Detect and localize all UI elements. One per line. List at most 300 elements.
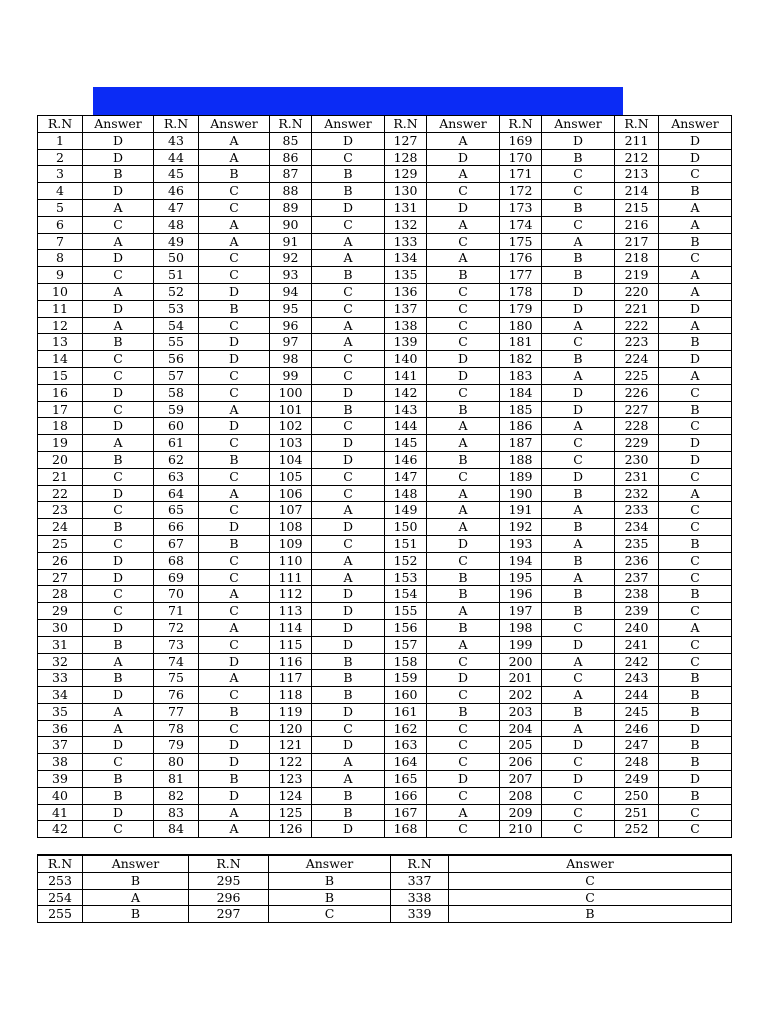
question-number-cell: 236	[615, 552, 659, 569]
question-number-cell: 166	[385, 787, 427, 804]
question-number-cell: 222	[615, 317, 659, 334]
question-number-cell: 126	[270, 821, 312, 838]
answer-cell: B	[659, 233, 732, 250]
question-number-cell: 122	[270, 754, 312, 771]
answer-cell: A	[659, 317, 732, 334]
question-number-cell: 17	[38, 401, 83, 418]
answer-cell: A	[199, 149, 270, 166]
table-row	[38, 166, 732, 183]
question-number-cell: 183	[500, 367, 542, 384]
question-number-cell: 230	[615, 451, 659, 468]
answer-cell: A	[312, 754, 385, 771]
answer-cell: B	[199, 535, 270, 552]
answer-cell: C	[83, 468, 154, 485]
answer-cell: C	[83, 267, 154, 284]
answer-cell: B	[83, 906, 189, 923]
column-header-rn: R.N	[500, 116, 542, 133]
question-number-cell: 171	[500, 166, 542, 183]
answer-cell: C	[659, 636, 732, 653]
question-number-cell: 212	[615, 149, 659, 166]
answer-cell: B	[83, 451, 154, 468]
answer-cell: D	[199, 737, 270, 754]
answer-cell: A	[312, 250, 385, 267]
table-row	[38, 199, 732, 216]
answer-cell: D	[427, 367, 500, 384]
answer-cell: C	[659, 821, 732, 838]
answer-cell: D	[312, 619, 385, 636]
answer-cell: A	[199, 586, 270, 603]
question-number-cell: 157	[385, 636, 427, 653]
question-number-cell: 153	[385, 569, 427, 586]
question-number-cell: 199	[500, 636, 542, 653]
question-number-cell: 136	[385, 283, 427, 300]
question-number-cell: 52	[154, 283, 199, 300]
answer-cell: C	[427, 317, 500, 334]
answer-cell: B	[312, 787, 385, 804]
answer-cell: A	[659, 485, 732, 502]
question-number-cell: 21	[38, 468, 83, 485]
question-number-cell: 239	[615, 603, 659, 620]
question-number-cell: 200	[500, 653, 542, 670]
question-number-cell: 241	[615, 636, 659, 653]
table-row	[38, 771, 732, 788]
table-row	[38, 300, 732, 317]
question-number-cell: 11	[38, 300, 83, 317]
table-row	[38, 401, 732, 418]
question-number-cell: 141	[385, 367, 427, 384]
table-row	[38, 636, 732, 653]
answer-cell: B	[312, 670, 385, 687]
question-number-cell: 73	[154, 636, 199, 653]
answer-cell: D	[83, 132, 154, 149]
question-number-cell: 74	[154, 653, 199, 670]
answer-cell: B	[427, 451, 500, 468]
answer-cell: C	[83, 401, 154, 418]
answer-cell: D	[312, 586, 385, 603]
answer-cell: D	[312, 435, 385, 452]
question-number-cell: 79	[154, 737, 199, 754]
answer-cell: C	[449, 889, 732, 906]
answer-cell: A	[427, 250, 500, 267]
answer-cell: B	[542, 199, 615, 216]
question-number-cell: 45	[154, 166, 199, 183]
answer-cell: B	[199, 300, 270, 317]
question-number-cell: 187	[500, 435, 542, 452]
answer-cell: B	[659, 183, 732, 200]
answer-cell: C	[199, 384, 270, 401]
table-row	[38, 183, 732, 200]
answer-cell: A	[83, 317, 154, 334]
answer-cell: A	[659, 216, 732, 233]
answer-cell: A	[199, 233, 270, 250]
question-number-cell: 178	[500, 283, 542, 300]
question-number-cell: 247	[615, 737, 659, 754]
answer-cell: C	[427, 552, 500, 569]
question-number-cell: 213	[615, 166, 659, 183]
table-row	[38, 367, 732, 384]
question-number-cell: 97	[270, 334, 312, 351]
answer-cell: A	[427, 132, 500, 149]
answer-cell: D	[659, 451, 732, 468]
question-number-cell: 81	[154, 771, 199, 788]
question-number-cell: 219	[615, 267, 659, 284]
answer-cell: B	[427, 569, 500, 586]
answer-cell: C	[427, 720, 500, 737]
answer-cell: C	[427, 183, 500, 200]
question-number-cell: 229	[615, 435, 659, 452]
answer-cell: A	[427, 216, 500, 233]
question-number-cell: 124	[270, 787, 312, 804]
answer-cell: C	[659, 552, 732, 569]
answer-cell: C	[83, 535, 154, 552]
question-number-cell: 181	[500, 334, 542, 351]
question-number-cell: 46	[154, 183, 199, 200]
question-number-cell: 47	[154, 199, 199, 216]
answer-cell: D	[312, 703, 385, 720]
question-number-cell: 245	[615, 703, 659, 720]
answer-cell: B	[83, 787, 154, 804]
question-number-cell: 238	[615, 586, 659, 603]
question-number-cell: 32	[38, 653, 83, 670]
answer-cell: C	[312, 216, 385, 233]
question-number-cell: 150	[385, 519, 427, 536]
column-header-rn: R.N	[38, 116, 83, 133]
question-number-cell: 186	[500, 418, 542, 435]
question-number-cell: 48	[154, 216, 199, 233]
answer-cell: D	[199, 519, 270, 536]
question-number-cell: 237	[615, 569, 659, 586]
answer-cell: C	[83, 603, 154, 620]
answer-cell: B	[542, 519, 615, 536]
question-number-cell: 78	[154, 720, 199, 737]
answer-cell: C	[427, 334, 500, 351]
question-number-cell: 175	[500, 233, 542, 250]
answer-cell: C	[542, 334, 615, 351]
answer-cell: D	[312, 603, 385, 620]
question-number-cell: 224	[615, 351, 659, 368]
question-number-cell: 120	[270, 720, 312, 737]
answer-cell: D	[83, 418, 154, 435]
answer-cell: C	[312, 468, 385, 485]
question-number-cell: 108	[270, 519, 312, 536]
answer-cell: A	[427, 502, 500, 519]
answer-cell: C	[427, 787, 500, 804]
question-number-cell: 205	[500, 737, 542, 754]
answer-cell: A	[199, 619, 270, 636]
question-number-cell: 174	[500, 216, 542, 233]
table-row	[38, 535, 732, 552]
question-number-cell: 121	[270, 737, 312, 754]
answer-cell: C	[312, 283, 385, 300]
answer-cell: B	[83, 636, 154, 653]
question-number-cell: 152	[385, 552, 427, 569]
answer-cell: A	[542, 687, 615, 704]
answer-cell: C	[83, 216, 154, 233]
question-number-cell: 7	[38, 233, 83, 250]
question-number-cell: 105	[270, 468, 312, 485]
answer-cell: B	[542, 703, 615, 720]
table-row	[38, 720, 732, 737]
answer-cell: D	[659, 300, 732, 317]
question-number-cell: 20	[38, 451, 83, 468]
answer-cell: B	[659, 586, 732, 603]
table-row	[38, 906, 732, 923]
question-number-cell: 55	[154, 334, 199, 351]
question-number-cell: 96	[270, 317, 312, 334]
answer-cell: D	[427, 771, 500, 788]
answer-cell: B	[427, 401, 500, 418]
question-number-cell: 125	[270, 804, 312, 821]
answer-cell: C	[542, 804, 615, 821]
answer-cell: C	[542, 183, 615, 200]
question-number-cell: 84	[154, 821, 199, 838]
question-number-cell: 296	[189, 889, 269, 906]
answer-cell: B	[312, 401, 385, 418]
question-number-cell: 211	[615, 132, 659, 149]
table-row	[38, 586, 732, 603]
question-number-cell: 210	[500, 821, 542, 838]
question-number-cell: 123	[270, 771, 312, 788]
answer-cell: D	[199, 418, 270, 435]
answer-cell: C	[312, 535, 385, 552]
question-number-cell: 189	[500, 468, 542, 485]
question-number-cell: 132	[385, 216, 427, 233]
question-number-cell: 209	[500, 804, 542, 821]
question-number-cell: 147	[385, 468, 427, 485]
question-number-cell: 234	[615, 519, 659, 536]
answer-cell: C	[199, 317, 270, 334]
question-number-cell: 118	[270, 687, 312, 704]
answer-cell: D	[427, 199, 500, 216]
answer-cell: B	[449, 906, 732, 923]
question-number-cell: 339	[391, 906, 449, 923]
question-number-cell: 119	[270, 703, 312, 720]
answer-cell: C	[199, 720, 270, 737]
answer-cell: C	[659, 519, 732, 536]
answer-cell: D	[312, 199, 385, 216]
answer-cell: D	[83, 804, 154, 821]
question-number-cell: 255	[38, 906, 83, 923]
table-row	[38, 787, 732, 804]
answer-cell: A	[312, 233, 385, 250]
table-row	[38, 569, 732, 586]
answer-cell: C	[199, 502, 270, 519]
column-header-answer: Answer	[269, 855, 391, 872]
answer-cell: C	[427, 653, 500, 670]
question-number-cell: 100	[270, 384, 312, 401]
answer-cell: A	[659, 283, 732, 300]
answer-cell: D	[312, 451, 385, 468]
answer-cell: C	[427, 737, 500, 754]
question-number-cell: 83	[154, 804, 199, 821]
question-number-cell: 151	[385, 535, 427, 552]
answer-cell: C	[427, 687, 500, 704]
answer-cell: D	[312, 821, 385, 838]
answer-cell: B	[659, 334, 732, 351]
question-number-cell: 51	[154, 267, 199, 284]
answer-cell: D	[542, 132, 615, 149]
answer-cell: C	[542, 216, 615, 233]
table-header-row	[38, 116, 732, 133]
answer-cell: C	[542, 619, 615, 636]
answer-cell: A	[83, 653, 154, 670]
table-row	[38, 485, 732, 502]
question-number-cell: 169	[500, 132, 542, 149]
table-row	[38, 552, 732, 569]
question-number-cell: 143	[385, 401, 427, 418]
question-number-cell: 6	[38, 216, 83, 233]
answer-cell: A	[659, 619, 732, 636]
table-row	[38, 451, 732, 468]
answer-cell: C	[427, 384, 500, 401]
column-header-answer: Answer	[542, 116, 615, 133]
question-number-cell: 112	[270, 586, 312, 603]
question-number-cell: 179	[500, 300, 542, 317]
question-number-cell: 226	[615, 384, 659, 401]
question-number-cell: 80	[154, 754, 199, 771]
answer-cell: A	[427, 485, 500, 502]
answer-cell: B	[427, 619, 500, 636]
question-number-cell: 184	[500, 384, 542, 401]
question-number-cell: 71	[154, 603, 199, 620]
question-number-cell: 42	[38, 821, 83, 838]
question-number-cell: 188	[500, 451, 542, 468]
question-number-cell: 127	[385, 132, 427, 149]
answer-cell: D	[659, 771, 732, 788]
question-number-cell: 30	[38, 619, 83, 636]
answer-cell: C	[542, 754, 615, 771]
answer-cell: C	[199, 367, 270, 384]
question-number-cell: 253	[38, 872, 83, 889]
question-number-cell: 158	[385, 653, 427, 670]
question-number-cell: 56	[154, 351, 199, 368]
question-number-cell: 104	[270, 451, 312, 468]
answer-cell: D	[542, 401, 615, 418]
table-row	[38, 283, 732, 300]
answer-cell: B	[542, 267, 615, 284]
table-row	[38, 233, 732, 250]
column-header-rn: R.N	[385, 116, 427, 133]
question-number-cell: 338	[391, 889, 449, 906]
question-number-cell: 13	[38, 334, 83, 351]
answer-cell: C	[83, 821, 154, 838]
answer-cell: A	[199, 485, 270, 502]
table-row	[38, 603, 732, 620]
question-number-cell: 337	[391, 872, 449, 889]
question-number-cell: 246	[615, 720, 659, 737]
question-number-cell: 195	[500, 569, 542, 586]
question-number-cell: 59	[154, 401, 199, 418]
answer-cell: B	[542, 552, 615, 569]
question-number-cell: 103	[270, 435, 312, 452]
answer-cell: D	[542, 468, 615, 485]
answer-cell: D	[542, 283, 615, 300]
question-number-cell: 1	[38, 132, 83, 149]
column-header-answer: Answer	[83, 855, 189, 872]
answer-cell: C	[83, 367, 154, 384]
question-number-cell: 221	[615, 300, 659, 317]
answer-cell: D	[542, 737, 615, 754]
answer-cell: D	[542, 300, 615, 317]
question-number-cell: 176	[500, 250, 542, 267]
column-header-answer: Answer	[199, 116, 270, 133]
table-row	[38, 216, 732, 233]
answer-cell: A	[199, 804, 270, 821]
column-header-rn: R.N	[38, 855, 83, 872]
answer-cell: C	[312, 485, 385, 502]
answer-cell: D	[83, 149, 154, 166]
answer-cell: B	[542, 149, 615, 166]
question-number-cell: 232	[615, 485, 659, 502]
question-number-cell: 146	[385, 451, 427, 468]
answer-cell: B	[83, 771, 154, 788]
question-number-cell: 57	[154, 367, 199, 384]
answer-cell: D	[199, 754, 270, 771]
question-number-cell: 91	[270, 233, 312, 250]
answer-cell: D	[312, 384, 385, 401]
question-number-cell: 196	[500, 586, 542, 603]
question-number-cell: 235	[615, 535, 659, 552]
question-number-cell: 38	[38, 754, 83, 771]
question-number-cell: 82	[154, 787, 199, 804]
answer-cell: D	[83, 183, 154, 200]
question-number-cell: 16	[38, 384, 83, 401]
question-number-cell: 2	[38, 149, 83, 166]
answer-cell: A	[83, 199, 154, 216]
question-number-cell: 113	[270, 603, 312, 620]
question-number-cell: 163	[385, 737, 427, 754]
table-row	[38, 351, 732, 368]
answer-cell: B	[659, 754, 732, 771]
question-number-cell: 58	[154, 384, 199, 401]
question-number-cell: 72	[154, 619, 199, 636]
question-number-cell: 37	[38, 737, 83, 754]
answer-cell: B	[659, 737, 732, 754]
question-number-cell: 53	[154, 300, 199, 317]
question-number-cell: 168	[385, 821, 427, 838]
table-row	[38, 267, 732, 284]
question-number-cell: 63	[154, 468, 199, 485]
answer-cell: C	[542, 787, 615, 804]
answer-cell: A	[312, 569, 385, 586]
answer-cell: B	[83, 872, 189, 889]
answer-cell: C	[83, 502, 154, 519]
question-number-cell: 233	[615, 502, 659, 519]
question-number-cell: 43	[154, 132, 199, 149]
answer-cell: B	[542, 250, 615, 267]
answer-cell: A	[427, 166, 500, 183]
answer-cell: C	[199, 687, 270, 704]
answer-cell: A	[659, 199, 732, 216]
answer-cell: D	[542, 384, 615, 401]
question-number-cell: 214	[615, 183, 659, 200]
question-number-cell: 140	[385, 351, 427, 368]
question-number-cell: 167	[385, 804, 427, 821]
answer-cell: A	[199, 670, 270, 687]
answer-cell: A	[427, 804, 500, 821]
question-number-cell: 4	[38, 183, 83, 200]
answer-cell: B	[427, 586, 500, 603]
question-number-cell: 215	[615, 199, 659, 216]
answer-cell: A	[427, 519, 500, 536]
answer-cell: D	[312, 636, 385, 653]
question-number-cell: 160	[385, 687, 427, 704]
answer-cell: B	[427, 267, 500, 284]
question-number-cell: 70	[154, 586, 199, 603]
question-number-cell: 94	[270, 283, 312, 300]
answer-cell: C	[659, 804, 732, 821]
answer-cell: B	[199, 771, 270, 788]
